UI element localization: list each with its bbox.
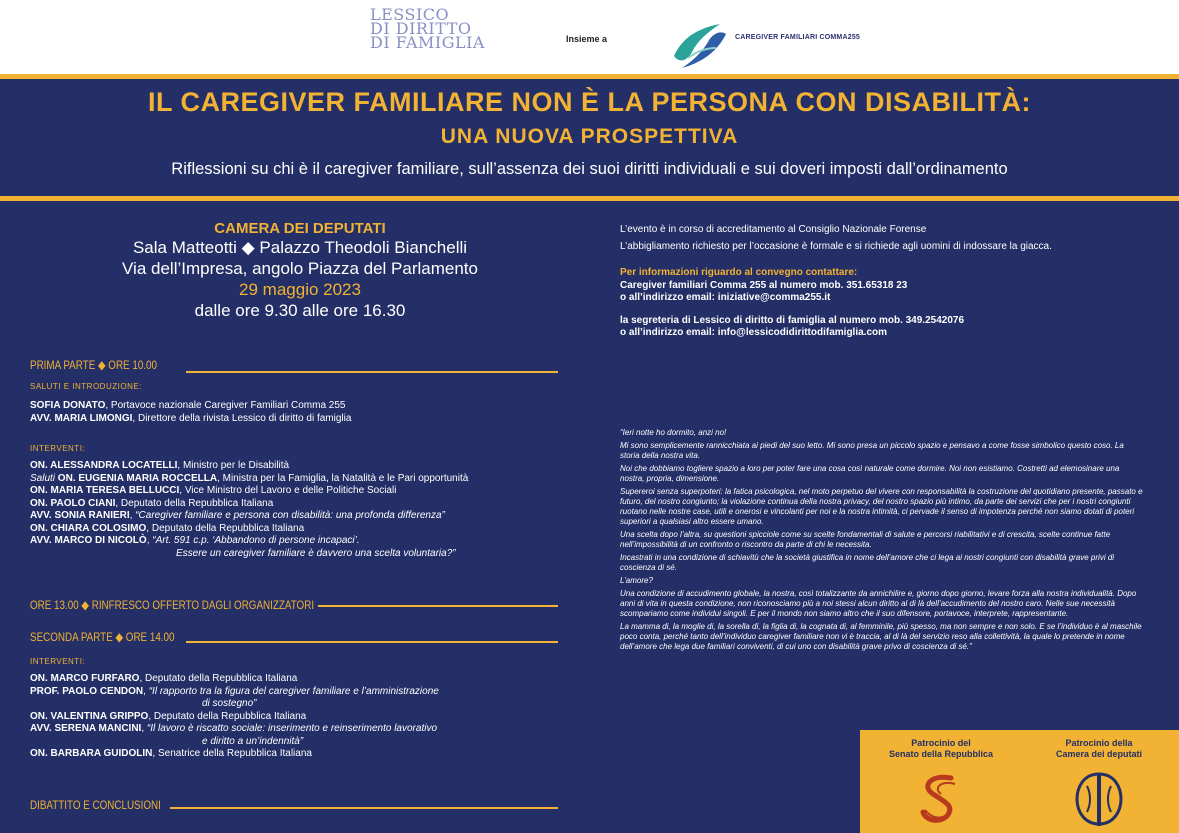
speaker-role: , Direttore della rivista Lessico di diritto di famiglia — [132, 412, 352, 424]
event-tagline: Riflessioni su chi è il caregiver familiare, sull’assenza dei suoi diritti individuali e sui doveri imposti dall’ordinamento — [171, 160, 1008, 178]
break-heading: ORE 13.00 ◆ RINFRESCO OFFERTO DAGLI ORGANIZZATORI — [30, 598, 315, 612]
speaker-role: , Deputato della Repubblica Italiana — [148, 710, 307, 722]
top-gold-rule — [0, 74, 1179, 79]
info-block — [620, 224, 1160, 340]
contact1-phone: Caregiver familiari Comma 255 al numero mob. 351.65318 23 — [620, 279, 908, 291]
speaker-name: AVV. SONIA RANIERI — [30, 510, 130, 521]
camera-patronage-label: Patrocinio della Camera dei deputati — [1055, 738, 1143, 759]
talk-title-continuation: Essere un caregiver familiare è davvero una scelta voluntaria?” — [176, 547, 456, 559]
comma255-logo-text: CAREGIVER FAMILIARI COMMA255 — [735, 34, 860, 41]
closing-heading: DIBATTITO E CONCLUSIONI — [30, 798, 161, 812]
speaker-name: ON. MARIA TERESA BELLUCCI — [30, 485, 180, 496]
contact2-email[interactable]: o all’indirizzo email: info@lessicodidirittodifamiglia.com — [620, 327, 888, 338]
event-date: 29 maggio 2023 — [239, 280, 361, 299]
patronage-box — [860, 730, 1179, 833]
speaker-name: ON. BARBARA GUIDOLIN — [30, 748, 153, 759]
speaker-role: , Portavoce nazionale Caregiver Familiari Comma 255 — [105, 400, 346, 411]
greetings-list — [30, 400, 590, 425]
list-item — [30, 473, 590, 486]
logo-line-1: LESSICO — [370, 5, 450, 24]
list-item — [30, 711, 590, 724]
quote-paragraph: Noi che dobbiamo togliere spazio a loro per poter fare una cosa così naturale come dormire. Noi non esistiamo. Costretti ad elemosinare una nostra, propria, dimensione. — [620, 464, 1120, 483]
speaker-name: ON. CHIARA COLOSIMO — [30, 522, 147, 534]
speaker-role: , Ministra per la Famiglia, la Natalità e le Pari opportunità — [217, 472, 469, 484]
part1-rule — [186, 371, 558, 373]
venue-line-2: Via dell’Impresa, angolo Piazza del Parlamento — [122, 259, 478, 278]
speaker-name: ON. VALENTINA GRIPPO — [30, 710, 149, 722]
venue-head: CAMERA DEI DEPUTATI — [214, 220, 386, 237]
event-title: IL CAREGIVER FAMILIARE NON È LA PERSONA CON DISABILITÀ: — [147, 87, 1032, 117]
speaker-role: , Deputato della Repubblica Italiana — [115, 497, 274, 509]
speaker-name: ON. ALESSANDRA LOCATELLI — [30, 460, 178, 471]
hands-logo-icon — [668, 18, 732, 72]
list-item — [30, 510, 590, 523]
contact1-email[interactable]: o all’indirizzo email: iniziative@comma255.it — [620, 292, 831, 303]
dress-code-text: L’abbigliamento richiesto per l’occasione è formale e si richiede agli uomini di indossare la giacca. — [620, 240, 1052, 252]
speaker-role: , Senatrice della Repubblica Italiana — [152, 748, 312, 759]
quote-paragraph: L’amore? — [620, 576, 653, 585]
accreditation-text: L’evento è in corso di accreditamento al Consiglio Nazionale Forense — [620, 224, 927, 235]
camera-emblem-icon — [1069, 770, 1129, 828]
talk-title: “Il lavoro è riscatto sociale: inserimento e reinserimento lavorativo — [146, 723, 438, 734]
quote-paragraph: Una condizione di accudimento globale, la nostra, così totalizzante da annichilire e, giorno dopo giorno, levare forza alla nostra individualità. Dopo anni di vita in questa condizione, non riconosciamo più a noi stessi alcun diritto al di là dell’accudimento del nostro caro. Nelle sue necessità scompariamo come individui singoli. E per il mondo non siamo altro che il suo difensore, portavoce, interprete, rappresentante. — [620, 589, 1137, 618]
quote-paragraph: Incastrati in una condizione di schiavitù che la società giustifica in nome dell’amore che ci lega ai nostri congiunti con disabilità grave privi di coscienza di sé. — [620, 553, 1115, 572]
event-hours: dalle ore 9.30 alle ore 16.30 — [194, 301, 406, 320]
header-bar — [0, 0, 1179, 74]
speaker-role: , Vice Ministro del Lavoro e delle Politiche Sociali — [179, 485, 397, 496]
insieme-label: Insieme a — [566, 34, 608, 44]
part2-talks-label: INTERVENTI: — [30, 657, 86, 666]
speaker-role: , Deputato della Repubblica Italiana — [139, 673, 298, 684]
speaker-prefix: Saluti — [30, 472, 58, 484]
speaker-name: AVV. MARCO DI NICOLÒ — [30, 535, 147, 546]
contact-heading: Per informazioni riguardo al convegno contattare: — [620, 267, 858, 278]
list-item — [30, 523, 590, 536]
talk-title: “Art. 591 c.p. ‘Abbandono di persone incapaci’. — [152, 535, 360, 546]
quote-paragraph: Supereroi senza superpoteri: la fatica psicologica, nel moto perpetuo del vivere con responsabilità la costruzione del quotidiano presente, passato e futuro, del nostro congiunto; la violazione continua della nostra privacy, del nostro spazio più intimo, da parte dei servizi che per i nostri congiunti ruotano nelle nostre case, utili e onerosi e vincolanti per noi e la nostra intimità, ci pervade il senso di impotenza perché non siamo dotati di poteri superiori a qualsiasi altro essere umano. — [620, 487, 1143, 526]
quote-paragraph: La mamma di, la moglie di, la sorella di, la figlia di, la cognata di, al femminile, più spesso, ma non sempre e non solo. E se l’individuo è al maschile poco conta, perché tanto dell’individuo caregiver familiare non vi è traccia, al di là del servizio reso alla collettività, la quale lo pretende in nome dell’amore che lega due familiari conviventi, di cui uno con disabilità grave privo di coscienza di sé.” — [620, 622, 1142, 651]
quote-paragraph: Mi sono semplicemente rannicchiata ai piedi del suo letto. Mi sono presa un piccolo spazio e pensavo a come fosse simbolico questo coso. La storia della nostra vita. — [620, 441, 1124, 460]
talks-label: INTERVENTI: — [30, 444, 86, 453]
list-item — [30, 673, 590, 686]
quote-paragraph: Una scelta dopo l’altra, su questioni spicciole come su scelte fondamentali di salute e percorsi riabilitativi e di crescita, scelte continue fatte nell’impossibilità di un confronto o riscontro da parte di chi le necessita. — [620, 530, 1111, 549]
talk-title-tail: e diritto a un’indennità” — [202, 735, 304, 747]
speaker-name: PROF. PAOLO CENDON — [30, 685, 144, 697]
list-item — [30, 748, 590, 761]
lessico-logo — [370, 5, 500, 52]
closing-rule — [170, 807, 558, 809]
list-item — [30, 723, 590, 736]
list-item — [30, 535, 590, 548]
part2-heading: SECONDA PARTE ◆ ORE 14.00 — [30, 630, 175, 644]
speaker-name: ON. EUGENIA MARIA ROCCELLA — [57, 472, 218, 484]
senato-emblem-icon — [911, 770, 971, 828]
talk-title-continuation — [30, 698, 590, 711]
talk-title: “Caregiver familiare e persona con disabilità: una profonda differenza” — [135, 510, 445, 521]
list-item — [30, 400, 590, 413]
list-item — [30, 460, 590, 473]
list-item — [30, 485, 590, 498]
list-item — [30, 686, 590, 699]
greetings-label: SALUTI E INTRODUZIONE: — [30, 382, 142, 391]
speaker-name: ON. PAOLO CIANI — [30, 497, 116, 509]
speaker-role: , Deputato della Repubblica Italiana — [146, 522, 305, 534]
logo-line-3: DI FAMIGLIA — [370, 33, 485, 52]
speaker-role: , — [141, 723, 147, 734]
speaker-name: AVV. MARIA LIMONGI — [30, 412, 133, 424]
part1-talks-list — [30, 460, 590, 560]
speaker-name: SOFIA DONATO — [30, 400, 106, 411]
speaker-role: , Ministro per le Disabilità — [177, 460, 290, 471]
list-item — [30, 498, 590, 511]
speaker-role: , — [129, 510, 136, 521]
part2-rule — [186, 641, 558, 643]
mid-gold-rule — [0, 196, 1179, 201]
list-item — [30, 413, 590, 426]
testimony-quote — [620, 428, 1145, 655]
talk-title: “Il rapporto tra la figura del caregiver familiare e l’amministrazione — [148, 685, 439, 697]
venue-block — [30, 220, 570, 321]
talk-title-continuation — [30, 736, 590, 749]
event-subtitle: UNA NUOVA PROSPETTIVA — [440, 125, 739, 148]
speaker-name: AVV. SERENA MANCINI — [30, 723, 142, 734]
venue-line-1: Sala Matteotti ◆ Palazzo Theodoli Bianchelli — [132, 238, 468, 257]
talk-title-tail: di sostegno” — [202, 698, 257, 709]
logo-line-2: DI DIRITTO — [370, 19, 472, 38]
contact2-phone: la segreteria di Lessico di diritto di famiglia al numero mob. 349.2542076 — [620, 314, 965, 326]
part1-heading: PRIMA PARTE ◆ ORE 10.00 — [30, 358, 157, 372]
speaker-role: , — [146, 535, 153, 546]
quote-paragraph: “Ieri notte ho dormito, anzi no! — [620, 428, 727, 437]
speaker-name: ON. MARCO FURFARO — [30, 673, 140, 684]
part2-talks-list — [30, 673, 590, 761]
break-rule — [318, 605, 558, 607]
speaker-role: , — [143, 685, 149, 697]
senato-patronage-label: Patrocinio del Senato della Repubblica — [888, 738, 994, 759]
